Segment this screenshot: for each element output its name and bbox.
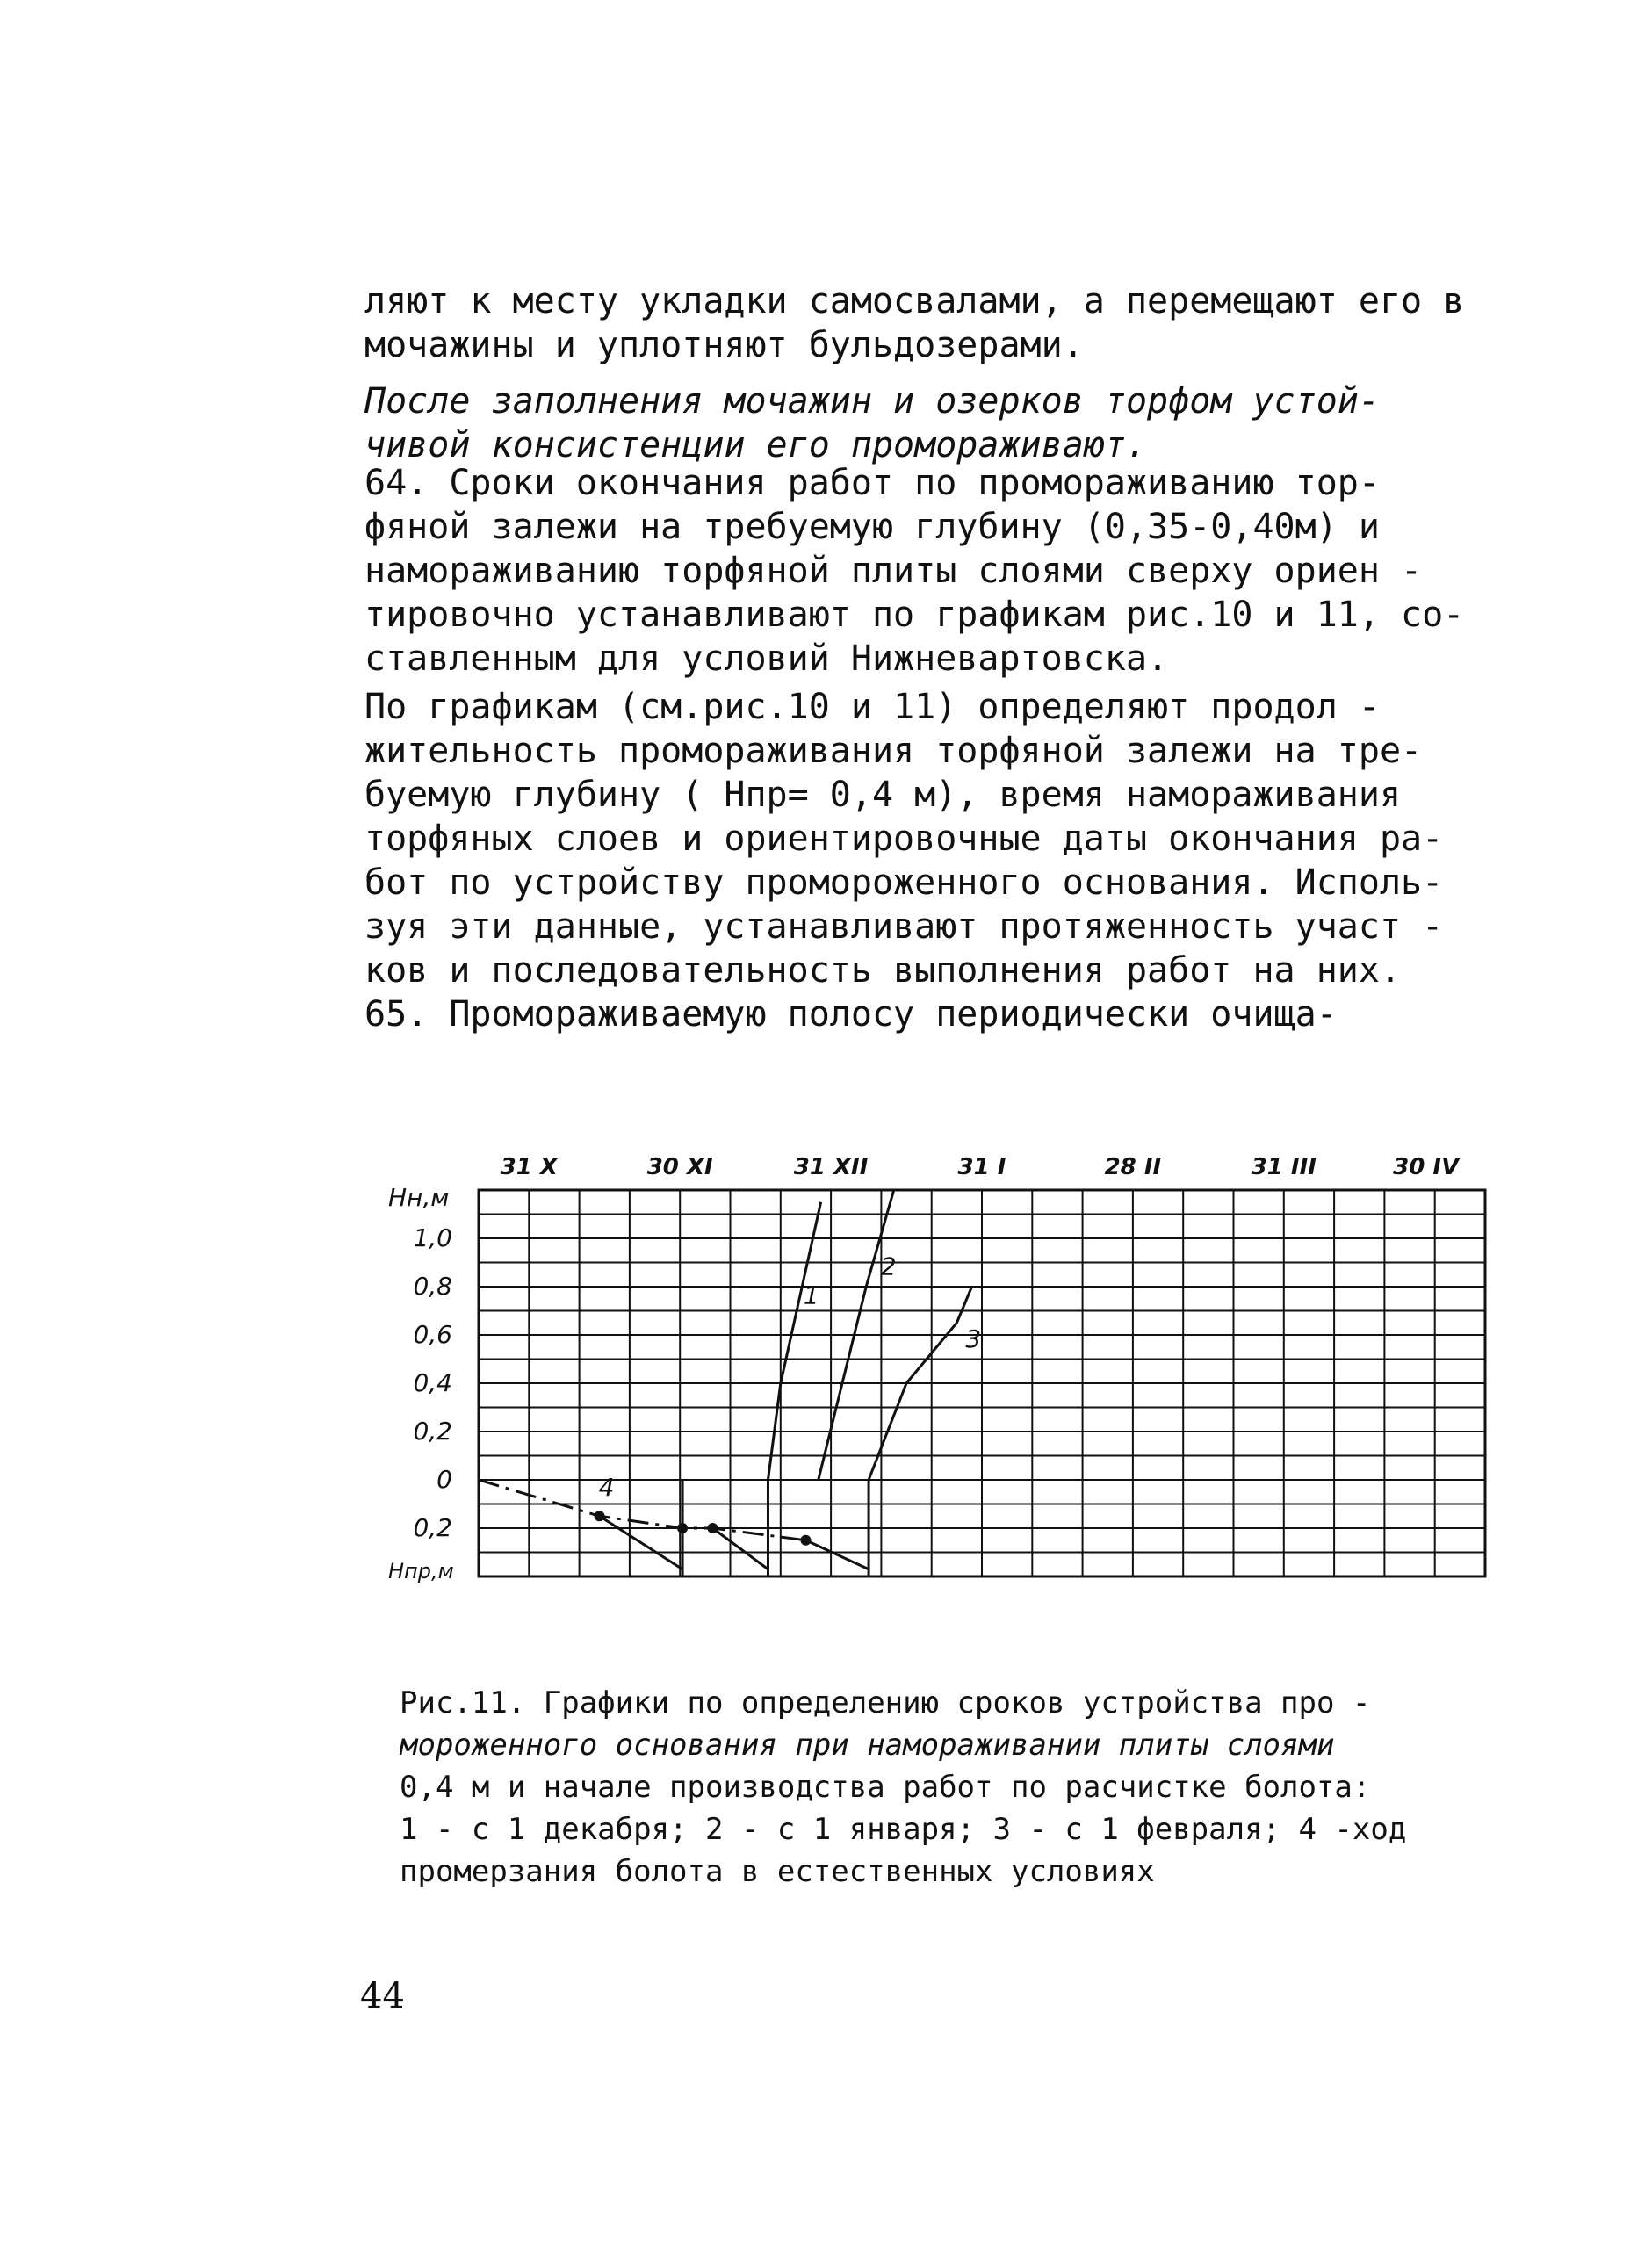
paragraph-2: [364, 379, 1497, 467]
text-line: После заполнения мочажин и озерков торфом устой-: [364, 381, 1380, 422]
x-tick-label: 28 II: [1104, 1154, 1162, 1180]
text-line: тировочно устанавливают по графикам рис.10 и 11, со-: [364, 595, 1465, 635]
series-label: 2: [880, 1252, 897, 1281]
figure-11-chart: [386, 1129, 1555, 1612]
text-line: намораживанию торфяной плиты слоями сверху ориен -: [364, 551, 1423, 591]
figure-caption: [400, 1682, 1515, 1893]
descent-line: [805, 1540, 869, 1569]
text-line: жительность промораживания торфяной залежи на тре-: [364, 731, 1423, 771]
series-label: 3: [965, 1324, 982, 1353]
y-tick-label: 0: [436, 1465, 452, 1494]
x-tick-label: 30 IV: [1393, 1154, 1460, 1180]
caption-line: мороженного основания при намораживании плиты слоями: [400, 1728, 1335, 1763]
x-tick-label: 31 I: [957, 1154, 1006, 1180]
text-line: бот по устройству промороженного основания. Исполь-: [364, 862, 1444, 903]
descent-line: [600, 1516, 683, 1569]
chart-grid: [479, 1190, 1485, 1576]
text-line: чивой консистенции его промораживают.: [364, 425, 1148, 465]
text-line: зуя эти данные, устанавливают протяженность участ -: [364, 906, 1444, 947]
y-tick-label: 0,6: [413, 1320, 452, 1349]
y-tick-label: 0,4: [413, 1368, 452, 1397]
series-line-4: [479, 1480, 805, 1540]
paragraph-4: [364, 685, 1497, 992]
text-line: ставленным для условий Нижневартовска.: [364, 638, 1169, 679]
text-line: фяной залежи на требуемую глубину (0,35-0,40м) и: [364, 507, 1380, 547]
caption-line: 1 - с 1 декабря; 2 - с 1 января; 3 - с 1 февраля; 4 -ход: [400, 1812, 1407, 1847]
y-tick-label: 0,2: [413, 1417, 452, 1446]
page-number: 44: [360, 1976, 405, 2016]
text-line: 64. Сроки окончания работ по промораживанию тор-: [364, 463, 1380, 503]
text-line: 65. Промораживаемую полосу периодически очища-: [364, 994, 1338, 1035]
text-line: ляют к месту укладки самосвалами, а перемещают его в: [364, 281, 1465, 321]
x-tick-label: 30 XI: [646, 1154, 713, 1180]
y-tick-label: 0,8: [413, 1272, 452, 1301]
paragraph-3: [364, 461, 1497, 681]
series-label: 1: [803, 1280, 819, 1310]
text-line: буемую глубину ( Hпр= 0,4 м), время намораживания: [364, 775, 1402, 815]
series-label: 4: [598, 1472, 615, 1502]
caption-line: промерзания болота в естественных условиях: [400, 1854, 1155, 1889]
paragraph-5: [364, 992, 1497, 1036]
y-axis-label-lower: Hпр,м: [388, 1559, 454, 1583]
y-tick-label: 1,0: [413, 1223, 452, 1252]
caption-line: Рис.11. Графики по определению сроков устройства про -: [400, 1685, 1371, 1720]
y-tick-label: 0,2: [413, 1513, 452, 1542]
chart-labels: [388, 1154, 1461, 1583]
text-line: По графикам (см.рис.10 и 11) определяют продол -: [364, 687, 1380, 727]
x-tick-label: 31 X: [500, 1154, 558, 1180]
text-line: торфяных слоев и ориентировочные даты окончания ра-: [364, 819, 1444, 859]
x-tick-label: 31 III: [1251, 1154, 1317, 1180]
y-axis-label-upper: Hн,м: [388, 1183, 450, 1212]
series-line-1: [768, 1202, 820, 1480]
paragraph-1: [364, 279, 1497, 367]
text-line: ков и последовательность выполнения работ на них.: [364, 950, 1402, 991]
x-tick-label: 31 XII: [793, 1154, 869, 1180]
text-line: мочажины и уплотняют бульдозерами.: [364, 325, 1084, 365]
caption-line: 0,4 м и начале производства работ по расчистке болота:: [400, 1770, 1371, 1805]
